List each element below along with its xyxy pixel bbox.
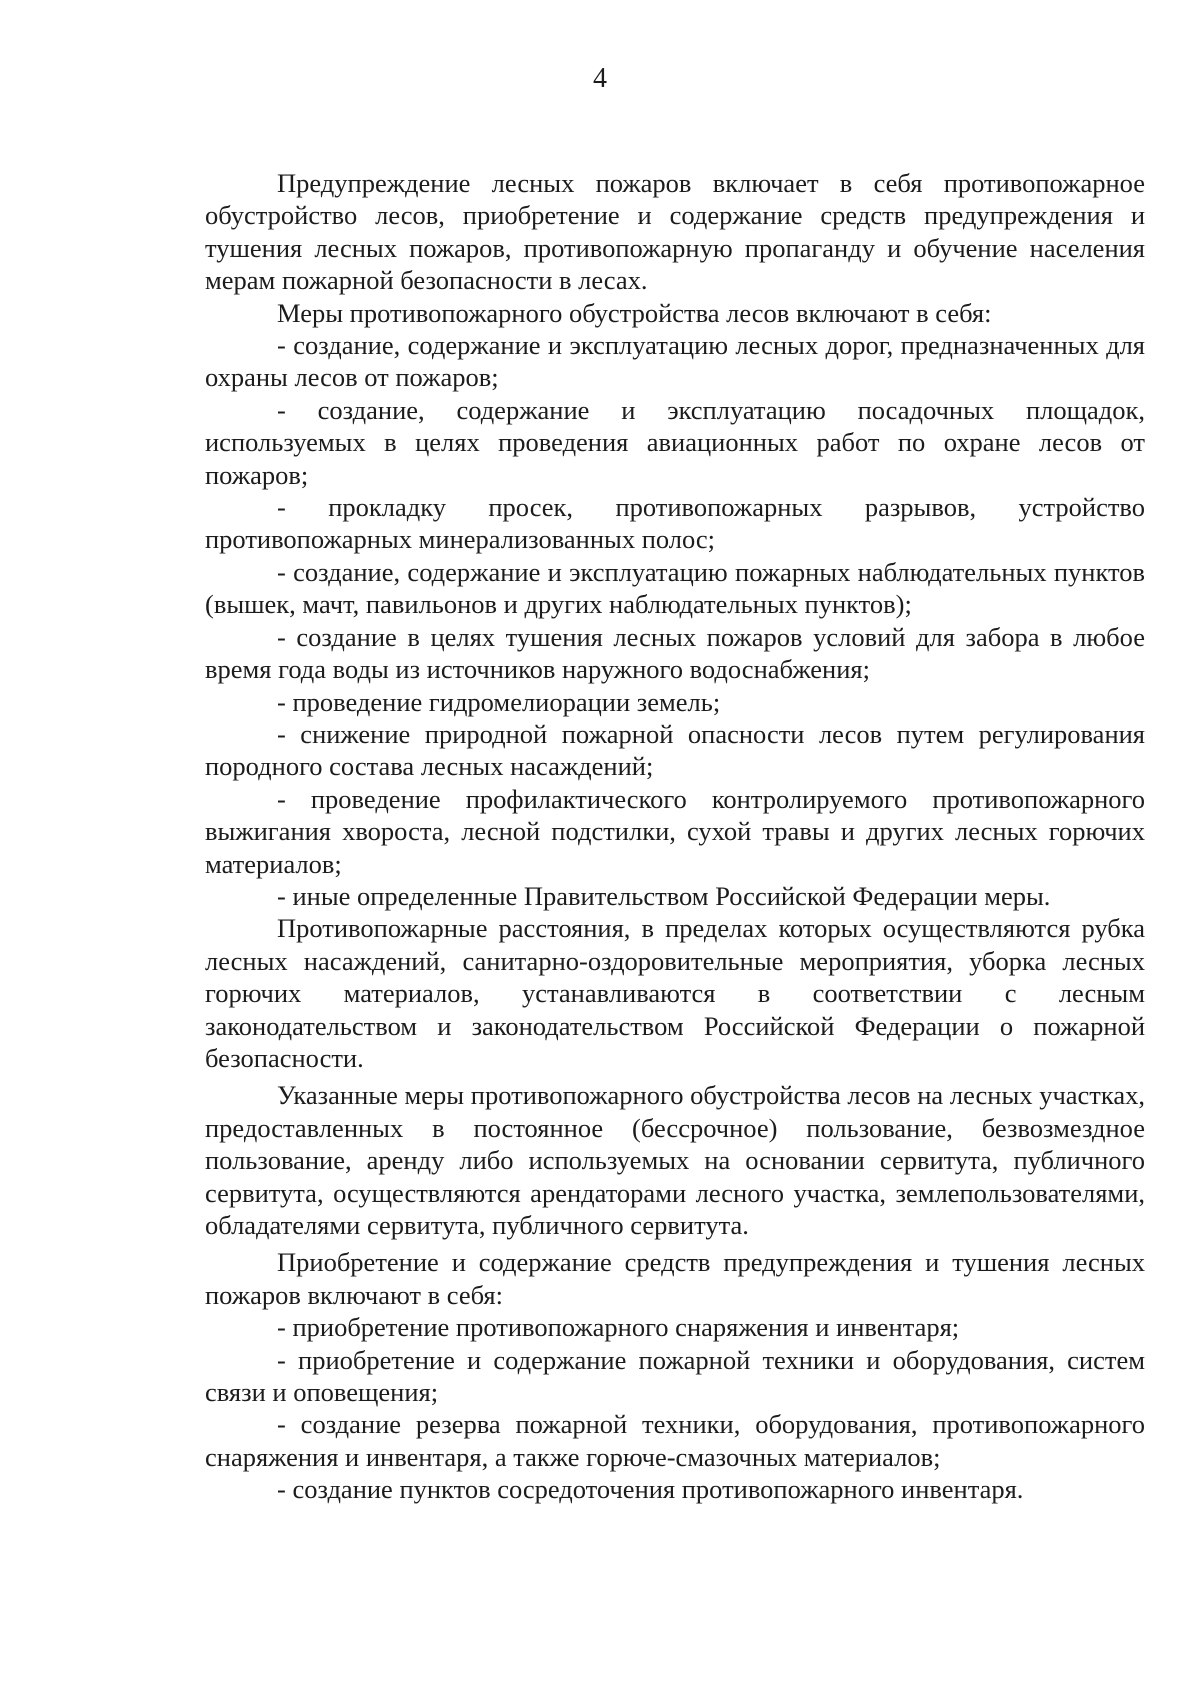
page-number: 4 xyxy=(593,63,607,94)
list-item-reserve: - создание резерва пожарной техники, оборудования, противопожарного снаряжения и инвентаря, а также горюче-смазочных материалов; xyxy=(205,1409,1145,1472)
paragraph-measures-responsibility: Указанные меры противопожарного обустройства лесов на лесных участках, предоставленных в постоянное (бессрочное) пользование, безвозмездное пользование, аренду либо используемых на основании сервитута, публичного сервитута, осуществляются арендаторами лесного участка, землепользователями, обладателями сервитута, публичного сервитута. xyxy=(205,1080,1145,1240)
list-item-fire-hazard-reduction: - снижение природной пожарной опасности лесов путем регулирования породного состава лесных насаждений; xyxy=(205,718,1145,782)
list-item-forest-roads: - создание, содержание и эксплуатацию лесных дорог, предназначенных для охраны лесов от пожаров; xyxy=(205,330,1145,393)
list-item-firebreaks: - прокладку просек, противопожарных разрывов, устройство противопожарных минерализованных полос; xyxy=(205,492,1145,555)
list-item-other-measures: - иные определенные Правительством Российской Федерации меры. xyxy=(277,880,1051,911)
list-item-fire-gear: - приобретение противопожарного снаряжения и инвентаря; xyxy=(277,1312,960,1343)
list-item-staging-points: - создание пунктов сосредоточения противопожарного инвентаря. xyxy=(277,1474,1024,1505)
list-item-water-intake: - создание в целях тушения лесных пожаров условий для забора в любое время года воды из источников наружного водоснабжения; xyxy=(205,621,1145,685)
list-item-landing-sites: - создание, содержание и эксплуатацию посадочных площадок, используемых в целях проведения авиационных работ по охране лесов от пожаров; xyxy=(205,394,1145,490)
list-item-controlled-burning: - проведение профилактического контролируемого противопожарного выжигания хвороста, лесной подстилки, сухой травы и других лесных горючих материалов; xyxy=(205,783,1145,879)
paragraph-prevention-intro: Предупреждение лесных пожаров включает в себя противопожарное обустройство лесов, приобретение и содержание средств предупреждения и тушения лесных пожаров, противопожарную пропаганду и обучение населения мерам пожарной безопасности в лесах. xyxy=(205,168,1145,296)
list-item-observation-points: - создание, содержание и эксплуатацию пожарных наблюдательных пунктов (вышек, мачт, павильонов и других наблюдательных пунктов); xyxy=(205,556,1145,620)
paragraph-fire-distances: Противопожарные расстояния, в пределах которых осуществляются рубка лесных насаждений, санитарно-оздоровительные мероприятия, уборка лесных горючих материалов, устанавливаются в соответствии с лесным законодательством и законодательством Российской Федерации о пожарной безопасности. xyxy=(205,913,1145,1073)
list-item-fire-vehicles: - приобретение и содержание пожарной техники и оборудования, систем связи и оповещения; xyxy=(205,1344,1145,1408)
paragraph-measures-heading: Меры противопожарного обустройства лесов включают в себя: xyxy=(277,297,992,328)
paragraph-equipment-heading: Приобретение и содержание средств предупреждения и тушения лесных пожаров включают в себя: xyxy=(205,1247,1145,1310)
list-item-hydro-melioration: - проведение гидромелиорации земель; xyxy=(277,686,721,717)
document-body xyxy=(205,167,1145,1506)
